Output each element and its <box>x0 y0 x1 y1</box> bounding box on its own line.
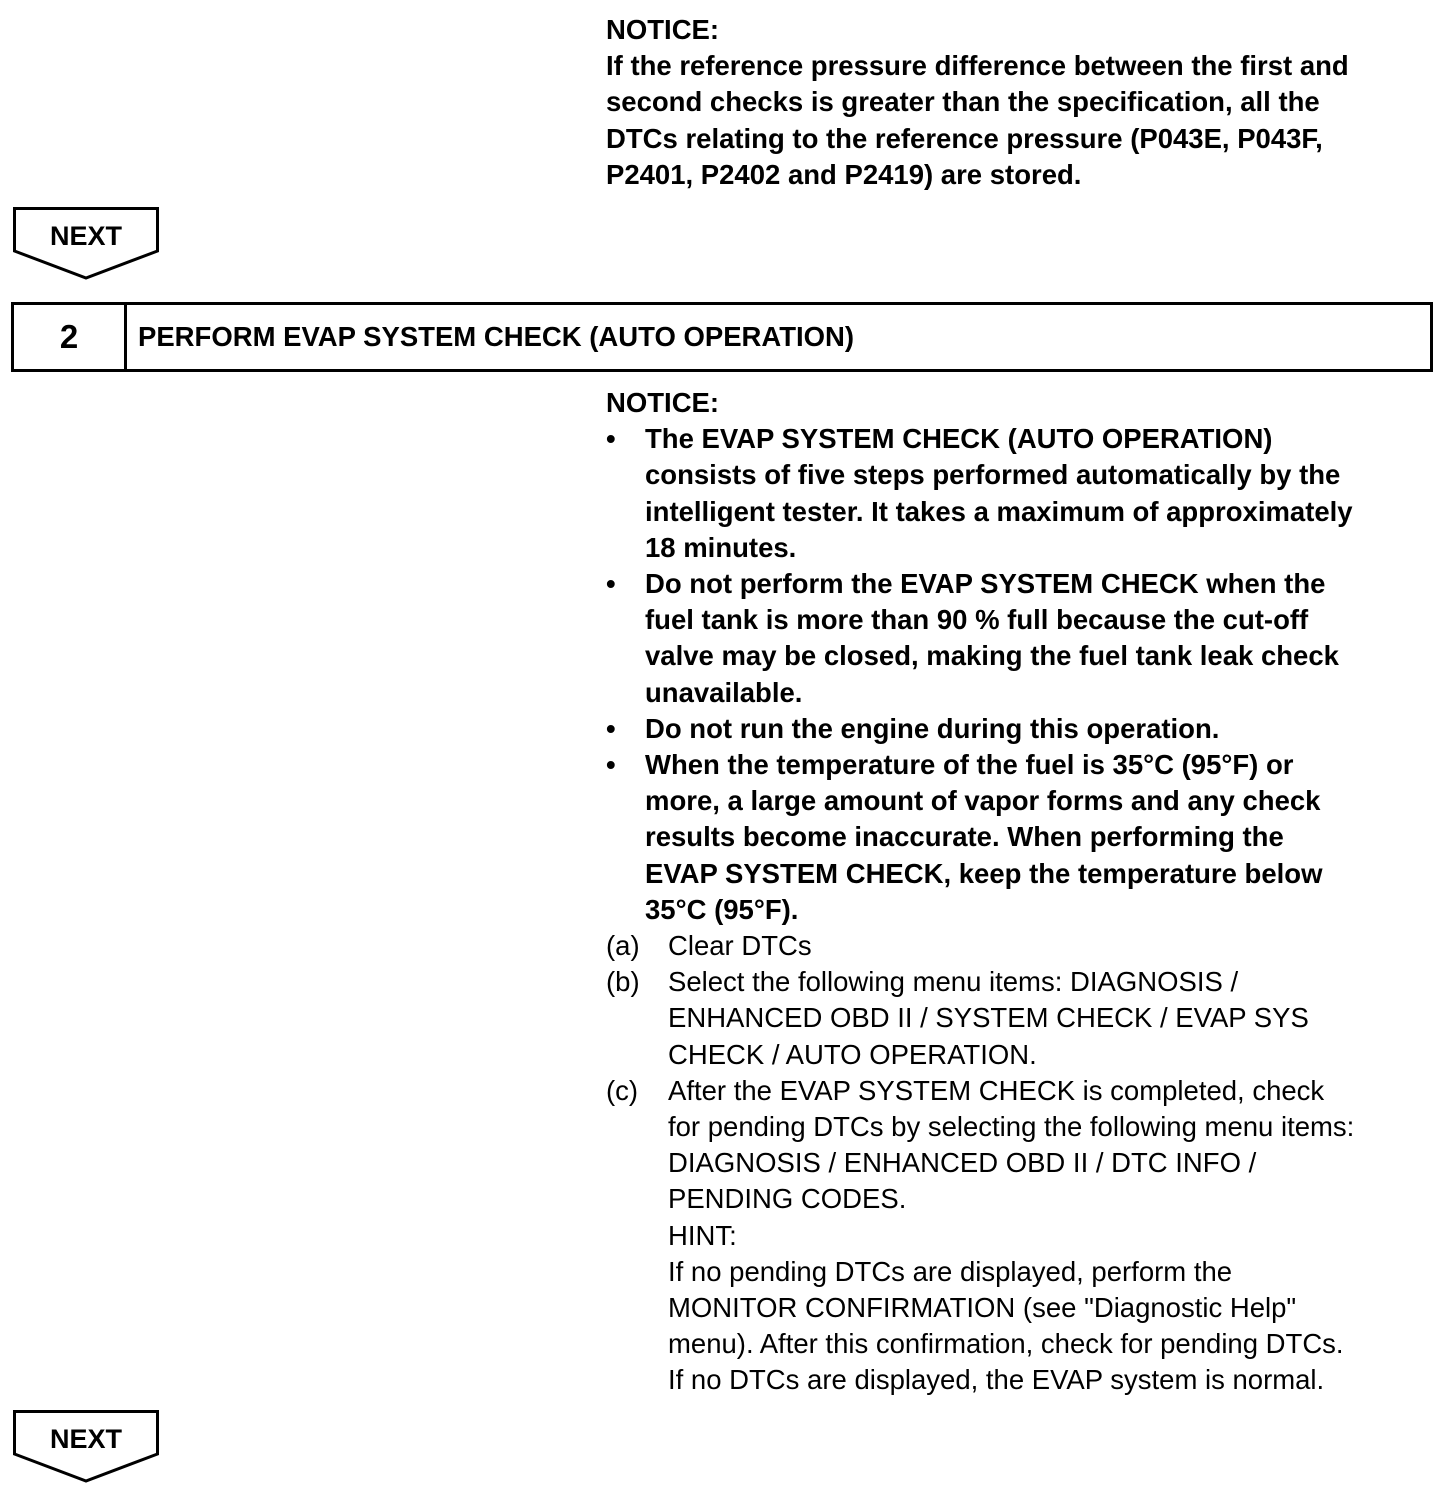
bullet-line: unavailable. <box>645 676 803 708</box>
step-line: PENDING CODES. <box>668 1183 907 1215</box>
step-line: ENHANCED OBD II / SYSTEM CHECK / EVAP SYS <box>668 1002 1309 1034</box>
bullet-line: The EVAP SYSTEM CHECK (AUTO OPERATION) <box>645 423 1273 455</box>
step-line: CHECK / AUTO OPERATION. <box>668 1038 1037 1070</box>
bullet-line: Do not run the engine during this operation. <box>645 712 1220 744</box>
bullet-line: intelligent tester. It takes a maximum of approximately <box>645 495 1353 527</box>
step-number: 2 <box>14 305 127 369</box>
notice-bullet <box>606 421 1436 566</box>
notice-line: DTCs relating to the reference pressure (P043E, P043F, <box>606 122 1323 154</box>
next-button-label: NEXT <box>49 221 122 251</box>
bullet-icon: • <box>606 568 616 600</box>
notice-bullet <box>606 711 1436 747</box>
next-button-label: NEXT <box>49 1424 122 1454</box>
notice-line: If the reference pressure difference between the first and <box>606 50 1349 82</box>
procedure-step-c <box>606 1073 1436 1399</box>
hint-line: MONITOR CONFIRMATION (see "Diagnostic Help" <box>668 1292 1297 1324</box>
step-header <box>11 302 1433 372</box>
bullet-line: 35°C (95°F). <box>645 893 799 925</box>
step-line: Select the following menu items: DIAGNOSIS / <box>668 966 1239 998</box>
step-title: PERFORM EVAP SYSTEM CHECK (AUTO OPERATION) <box>138 321 855 352</box>
bullet-line: consists of five steps performed automatically by the <box>645 459 1341 491</box>
bullet-line: Do not perform the EVAP SYSTEM CHECK when the <box>645 568 1326 600</box>
notice-line: P2401, P2402 and P2419) are stored. <box>606 158 1082 190</box>
next-button[interactable] <box>13 207 159 279</box>
bullet-icon: • <box>606 712 616 744</box>
top-notice <box>606 12 1436 193</box>
hint-line: If no pending DTCs are displayed, perform the <box>668 1255 1233 1287</box>
step-line: for pending DTCs by selecting the following menu items: <box>668 1111 1355 1143</box>
bullet-line: EVAP SYSTEM CHECK, keep the temperature below <box>645 857 1323 889</box>
step-line: DIAGNOSIS / ENHANCED OBD II / DTC INFO / <box>668 1147 1257 1179</box>
bullet-icon: • <box>606 749 616 781</box>
procedure-step-a <box>606 928 1436 964</box>
bullet-line: more, a large amount of vapor forms and any check <box>645 785 1321 817</box>
bullet-icon: • <box>606 423 616 455</box>
notice-heading: NOTICE: <box>606 14 720 45</box>
bullet-line: When the temperature of the fuel is 35°C (95°F) or <box>645 749 1294 781</box>
notice-line: second checks is greater than the specification, all the <box>606 86 1320 118</box>
notice-bullet <box>606 566 1436 711</box>
step-line: Clear DTCs <box>668 930 812 962</box>
bullet-line: results become inaccurate. When performing the <box>645 821 1284 853</box>
bullet-line: valve may be closed, making the fuel tank leak check <box>645 640 1339 672</box>
step-label: (c) <box>606 1074 639 1106</box>
hint-heading: HINT: <box>668 1219 737 1251</box>
step-content <box>606 385 1436 1399</box>
next-button[interactable] <box>13 1410 159 1482</box>
step-label: (b) <box>606 966 640 998</box>
procedure-step-b <box>606 964 1436 1073</box>
notice-heading: NOTICE: <box>606 387 720 418</box>
step-line: After the EVAP SYSTEM CHECK is completed, check <box>668 1074 1325 1106</box>
bullet-line: fuel tank is more than 90 % full because the cut-off <box>645 604 1309 636</box>
hint-line: menu). After this confirmation, check for pending DTCs. <box>668 1328 1344 1360</box>
hint-line: If no DTCs are displayed, the EVAP system is normal. <box>668 1364 1325 1396</box>
step-label: (a) <box>606 930 640 962</box>
notice-bullet <box>606 747 1436 928</box>
bullet-line: 18 minutes. <box>645 531 797 563</box>
